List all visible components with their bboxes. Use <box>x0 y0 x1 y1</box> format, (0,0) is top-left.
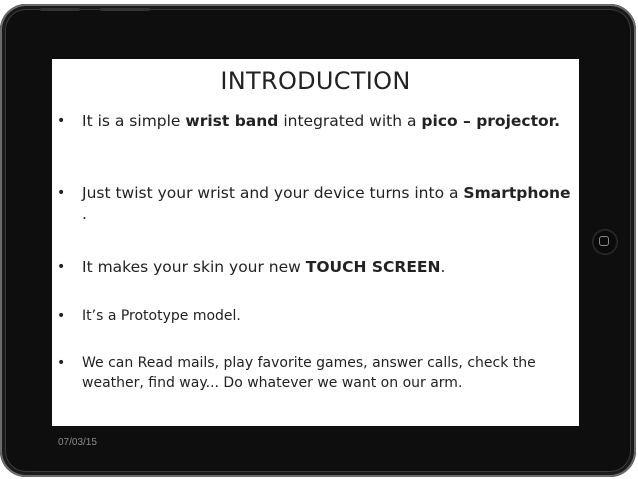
tablet-top-edge <box>40 8 160 16</box>
slide-screen <box>52 59 579 426</box>
home-button[interactable] <box>593 230 617 254</box>
bullet-text: It makes your skin your new TOUCH SCREEN. <box>82 258 446 276</box>
slide-title: INTRODUCTION <box>220 67 411 95</box>
bullet-icon: • <box>57 308 66 324</box>
bullet-icon: • <box>57 259 66 275</box>
bullet-text: It is a simple wrist band integrated with a pico – projector. <box>82 112 560 130</box>
bullet-icon: • <box>57 185 66 201</box>
slide-date: 07/03/15 <box>58 437 97 448</box>
bullet-icon: • <box>57 113 66 129</box>
bullet-icon: • <box>57 355 66 371</box>
bullet-text: It’s a Prototype model. <box>82 308 241 324</box>
bullet-text: We can Read mails, play favorite games, answer calls, check the weather, find way... Do whatever we want on our arm. <box>82 355 536 391</box>
tablet-frame <box>0 4 636 477</box>
home-button-square-icon <box>599 236 609 246</box>
bullet-text: Just twist your wrist and your device turns into a Smartphone . <box>82 184 571 223</box>
